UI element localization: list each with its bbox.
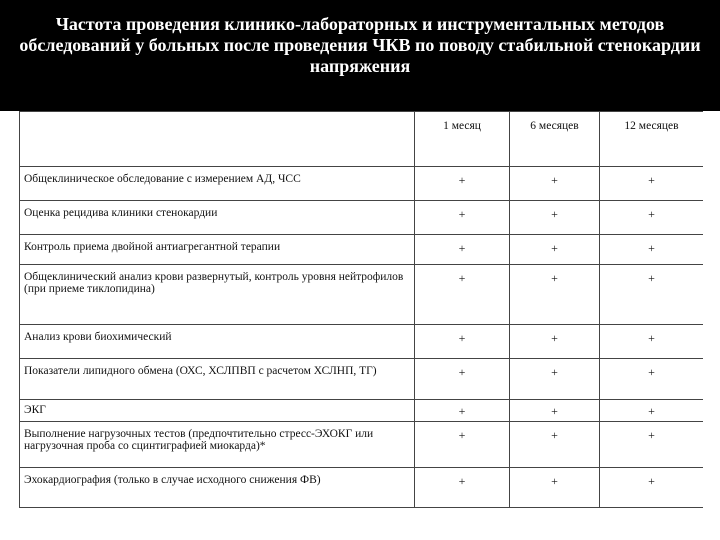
mark-12-months: + [600,468,704,508]
mark-6-months: + [510,325,600,359]
mark-1-month: + [415,359,510,400]
mark-12-months: + [600,201,704,235]
exam-frequency-table [19,111,703,508]
title-band [0,0,720,111]
mark-6-months: + [510,468,600,508]
slide-title: Частота проведения клинико-лабораторных и инструментальных методов обследований у больных после проведения ЧКВ по поводу стабильной стенокардии напряжения [19,14,701,76]
mark-6-months: + [510,422,600,468]
mark-12-months: + [600,400,704,422]
mark-1-month: + [415,400,510,422]
row-name: Общеклинический анализ крови развернутый, контроль уровня нейтрофилов (при приеме тиклопидина) [20,265,415,325]
row-name: Выполнение нагрузочных тестов (предпочтительно стресс-ЭХОКГ или нагрузочная проба со сцинтиграфией миокарда)* [20,422,415,468]
mark-1-month: + [415,422,510,468]
header-cell-6-months: 6 месяцев [510,112,600,167]
header-cell-12-months: 12 месяцев [600,112,704,167]
mark-1-month: + [415,325,510,359]
table-row [20,359,704,400]
mark-1-month: + [415,265,510,325]
row-name: Оценка рецидива клиники стенокардии [20,201,415,235]
mark-6-months: + [510,167,600,201]
row-name: Анализ крови биохимический [20,325,415,359]
table-header-row [20,112,704,167]
row-name: Контроль приема двойной антиагрегантной терапии [20,235,415,265]
row-name: Общеклиническое обследование с измерением АД, ЧСС [20,167,415,201]
exam-frequency-table-wrap [19,111,703,540]
table-row [20,235,704,265]
mark-12-months: + [600,235,704,265]
mark-1-month: + [415,468,510,508]
table-row [20,265,704,325]
mark-12-months: + [600,359,704,400]
table-row [20,201,704,235]
header-cell-1-month: 1 месяц [415,112,510,167]
table-row [20,468,704,508]
table-row [20,167,704,201]
mark-1-month: + [415,235,510,265]
table-row [20,400,704,422]
row-name: Эхокардиография (только в случае исходного снижения ФВ) [20,468,415,508]
header-cell-procedure [20,112,415,167]
mark-1-month: + [415,201,510,235]
mark-6-months: + [510,265,600,325]
table-row [20,422,704,468]
mark-12-months: + [600,325,704,359]
mark-1-month: + [415,167,510,201]
mark-6-months: + [510,400,600,422]
row-name: ЭКГ [20,400,415,422]
mark-6-months: + [510,201,600,235]
table-row [20,325,704,359]
mark-12-months: + [600,265,704,325]
row-name: Показатели липидного обмена (ОХС, ХСЛПВП с расчетом ХСЛНП, ТГ) [20,359,415,400]
mark-6-months: + [510,235,600,265]
mark-12-months: + [600,422,704,468]
mark-6-months: + [510,359,600,400]
mark-12-months: + [600,167,704,201]
